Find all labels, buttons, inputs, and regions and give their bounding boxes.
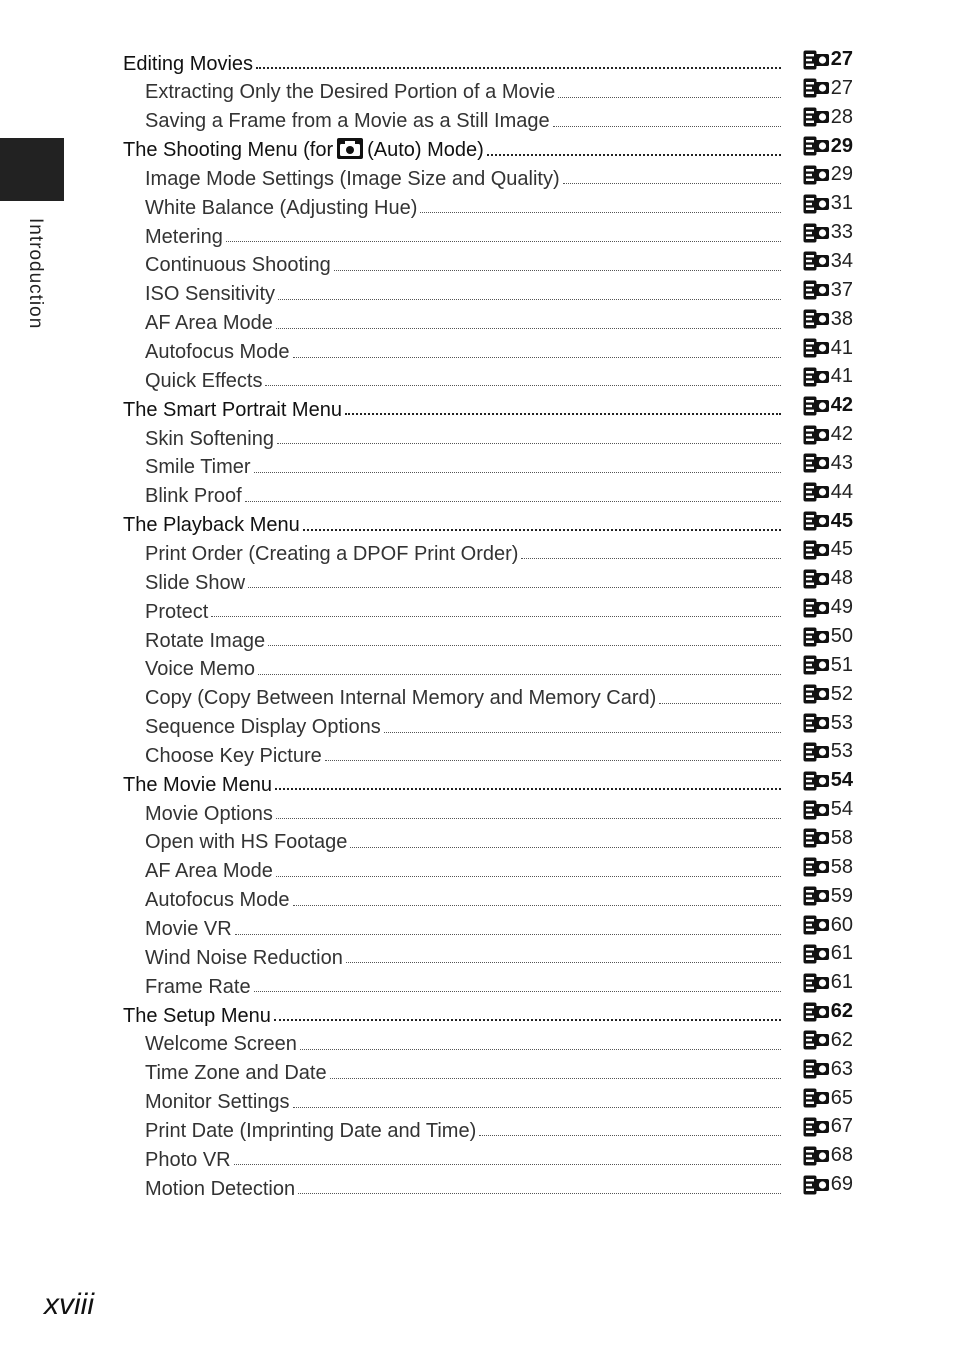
toc-subsection-entry[interactable] bbox=[0, 538, 954, 567]
toc-page-number: 62 bbox=[830, 1000, 853, 1023]
toc-page-number: 42 bbox=[830, 394, 853, 417]
dot-leader bbox=[479, 1131, 781, 1136]
toc-page-number: 54 bbox=[830, 798, 853, 821]
toc-entry-label: Photo VR bbox=[145, 1148, 231, 1171]
toc-page-number: 27 bbox=[830, 76, 853, 99]
dot-leader bbox=[245, 497, 781, 502]
toc-subsection-entry[interactable] bbox=[0, 942, 954, 971]
toc-entry-label: Print Order (Creating a DPOF Print Order) bbox=[145, 542, 519, 565]
dot-leader bbox=[211, 612, 781, 617]
reference-section-icon bbox=[803, 857, 829, 877]
toc-page-number: 38 bbox=[830, 307, 853, 330]
dot-leader bbox=[274, 1015, 781, 1021]
dot-leader bbox=[275, 784, 781, 790]
toc-page-reference bbox=[789, 567, 954, 590]
dot-leader bbox=[293, 1103, 781, 1108]
toc-subsection-entry[interactable] bbox=[0, 683, 954, 712]
toc-entry-label: Movie VR bbox=[145, 918, 232, 940]
toc-subsection-entry[interactable] bbox=[0, 1173, 954, 1202]
toc-page-number: 59 bbox=[830, 884, 853, 907]
toc-page-reference bbox=[789, 250, 954, 273]
toc-page-reference bbox=[789, 77, 954, 100]
toc-page-number: 58 bbox=[830, 826, 853, 849]
toc-subsection-entry[interactable] bbox=[0, 1144, 954, 1173]
toc-subsection-entry[interactable] bbox=[0, 567, 954, 596]
toc-entry-label: Quick Effects bbox=[145, 369, 263, 392]
toc-entry-label: Monitor Settings bbox=[145, 1091, 290, 1114]
toc-page-reference bbox=[789, 510, 954, 533]
toc-page-number: 63 bbox=[830, 1057, 853, 1080]
toc-page-number: 67 bbox=[830, 1115, 853, 1138]
toc-subsection-entry[interactable] bbox=[0, 740, 954, 769]
toc-entry-label: Extracting Only the Desired Portion of a Movie bbox=[145, 81, 556, 104]
dot-leader bbox=[276, 814, 781, 819]
reference-section-icon bbox=[803, 309, 829, 329]
reference-section-icon bbox=[803, 165, 829, 185]
camera-icon bbox=[337, 138, 363, 159]
toc-page-reference bbox=[789, 1029, 954, 1052]
toc-page-number: 61 bbox=[830, 971, 853, 994]
toc-page-reference bbox=[789, 48, 954, 71]
toc-subsection-entry[interactable] bbox=[0, 914, 954, 943]
toc-entry-label: Editing Movies bbox=[123, 52, 254, 75]
toc-subsection-entry[interactable] bbox=[0, 337, 954, 366]
toc-page-reference bbox=[789, 365, 954, 388]
toc-subsection-entry[interactable] bbox=[0, 77, 954, 106]
dot-leader bbox=[254, 987, 781, 992]
toc-section-entry[interactable] bbox=[0, 769, 954, 798]
dot-leader bbox=[226, 237, 781, 242]
toc-entry-label: Welcome Screen bbox=[145, 1033, 297, 1056]
toc-entry-label-part: (Auto) Mode) bbox=[367, 139, 484, 162]
toc-page-reference bbox=[789, 394, 954, 417]
reference-section-icon bbox=[803, 800, 829, 820]
toc-page-reference bbox=[789, 337, 954, 360]
toc-page-reference bbox=[789, 740, 954, 763]
toc-page-number: 37 bbox=[830, 278, 853, 301]
toc-page-reference bbox=[789, 308, 954, 331]
toc-page-reference bbox=[789, 971, 954, 994]
toc-page-number: 62 bbox=[830, 1028, 853, 1051]
toc-entry-label: Sequence Display Options bbox=[145, 716, 381, 739]
toc-subsection-entry[interactable] bbox=[0, 365, 954, 394]
toc-page-number: 54 bbox=[830, 769, 853, 792]
toc-subsection-entry[interactable] bbox=[0, 625, 954, 654]
toc-page-reference bbox=[789, 827, 954, 850]
toc-subsection-entry[interactable] bbox=[0, 1058, 954, 1087]
toc-subsection-entry[interactable] bbox=[0, 221, 954, 250]
toc-page-number: 61 bbox=[830, 942, 853, 965]
reference-section-icon bbox=[803, 1175, 829, 1195]
toc-subsection-entry[interactable] bbox=[0, 798, 954, 827]
toc-entry-label: Print Date (Imprinting Date and Time) bbox=[145, 1119, 477, 1142]
dot-leader bbox=[521, 554, 781, 559]
dot-leader bbox=[265, 381, 781, 386]
toc-page-number: 69 bbox=[830, 1173, 853, 1196]
toc-entry-label: AF Area Mode bbox=[145, 312, 273, 335]
toc-page-number: 42 bbox=[830, 423, 853, 446]
toc-page-number: 29 bbox=[830, 134, 853, 157]
reference-section-icon bbox=[803, 684, 829, 704]
dot-leader bbox=[563, 179, 781, 184]
toc-page-number: 45 bbox=[830, 538, 853, 561]
toc-entry-label: Open with HS Footage bbox=[145, 831, 348, 854]
toc-section-entry[interactable] bbox=[0, 135, 954, 164]
toc-page-number: 28 bbox=[830, 105, 853, 128]
toc-entry-label: Saving a Frame from a Movie as a Still Image bbox=[145, 110, 550, 133]
toc-entry-label: The Smart Portrait Menu bbox=[123, 398, 342, 421]
toc-entry-label: Blink Proof bbox=[145, 485, 242, 508]
toc-subsection-entry[interactable] bbox=[0, 452, 954, 481]
toc-entry-label-part: The Shooting Menu (for bbox=[123, 139, 334, 162]
reference-section-icon bbox=[803, 973, 829, 993]
toc-entry-label: The Movie Menu bbox=[123, 773, 272, 796]
toc-subsection-entry[interactable] bbox=[0, 423, 954, 452]
dot-leader bbox=[659, 699, 781, 704]
reference-section-icon bbox=[803, 78, 829, 98]
dot-leader bbox=[234, 1160, 781, 1165]
reference-section-icon bbox=[803, 1002, 829, 1022]
toc-page-reference bbox=[789, 885, 954, 908]
toc-page-number: 45 bbox=[830, 509, 853, 532]
toc-entry-label bbox=[0, 138, 484, 162]
toc-page-number: 27 bbox=[830, 48, 853, 70]
reference-section-icon bbox=[803, 1117, 829, 1137]
reference-section-icon bbox=[803, 540, 829, 560]
dot-leader bbox=[325, 756, 781, 761]
toc-page-reference bbox=[789, 769, 954, 792]
dot-leader bbox=[258, 670, 781, 675]
reference-section-icon bbox=[803, 1146, 829, 1166]
toc-page-reference bbox=[789, 1144, 954, 1167]
toc-section-entry[interactable] bbox=[0, 394, 954, 423]
toc-page-number: 33 bbox=[830, 221, 853, 244]
dot-leader bbox=[558, 93, 781, 98]
toc-subsection-entry[interactable] bbox=[0, 106, 954, 135]
toc-entry-label: Voice Memo bbox=[145, 658, 256, 681]
toc-page-reference bbox=[789, 625, 954, 648]
toc-page-reference bbox=[789, 538, 954, 561]
reference-section-icon bbox=[803, 944, 829, 964]
toc-subsection-entry[interactable] bbox=[0, 712, 954, 741]
toc-page-number: 49 bbox=[830, 596, 853, 619]
toc-page-reference bbox=[789, 654, 954, 677]
toc-subsection-entry[interactable] bbox=[0, 654, 954, 683]
dot-leader bbox=[293, 353, 781, 358]
toc-subsection-entry[interactable] bbox=[0, 971, 954, 1000]
dot-leader bbox=[254, 468, 781, 473]
toc-entry-label: Copy (Copy Between Internal Memory and Memory Card) bbox=[145, 687, 657, 710]
toc-page-reference bbox=[789, 135, 954, 158]
dot-leader bbox=[276, 872, 781, 877]
dot-leader bbox=[300, 1045, 781, 1050]
reference-section-icon bbox=[803, 915, 829, 935]
reference-section-icon bbox=[803, 886, 829, 906]
section-label: Introduction bbox=[25, 218, 46, 330]
toc-entry-label: Continuous Shooting bbox=[145, 254, 331, 277]
reference-section-icon bbox=[803, 627, 829, 647]
reference-section-icon bbox=[803, 251, 829, 271]
reference-section-icon bbox=[803, 511, 829, 531]
toc-subsection-entry[interactable] bbox=[0, 827, 954, 856]
dot-leader bbox=[334, 266, 781, 271]
reference-section-icon bbox=[803, 425, 829, 445]
reference-section-icon bbox=[803, 338, 829, 358]
toc-entry-label: Movie Options bbox=[145, 802, 273, 825]
toc-page-reference bbox=[789, 279, 954, 302]
toc-subsection-entry[interactable] bbox=[0, 1087, 954, 1116]
reference-section-icon bbox=[803, 598, 829, 618]
dot-leader bbox=[420, 208, 781, 213]
toc-entry-label: The Playback Menu bbox=[123, 514, 300, 537]
toc-page-number: 60 bbox=[830, 913, 853, 936]
toc-entry-label: Protect bbox=[145, 600, 209, 623]
reference-section-icon bbox=[803, 223, 829, 243]
reference-section-icon bbox=[803, 742, 829, 762]
reference-section-icon bbox=[803, 771, 829, 791]
dot-leader bbox=[293, 901, 781, 906]
toc-page-number: 65 bbox=[830, 1086, 853, 1109]
dot-leader bbox=[256, 63, 781, 69]
reference-section-icon bbox=[803, 136, 829, 156]
toc-page-number: 31 bbox=[830, 192, 853, 215]
toc-page-reference bbox=[789, 163, 954, 186]
toc-section-entry[interactable] bbox=[0, 1000, 954, 1029]
reference-section-icon bbox=[803, 713, 829, 733]
toc-subsection-entry[interactable] bbox=[0, 192, 954, 221]
toc-subsection-entry[interactable] bbox=[0, 163, 954, 192]
dot-leader bbox=[384, 728, 781, 733]
reference-section-icon bbox=[803, 1059, 829, 1079]
dot-leader bbox=[487, 150, 781, 156]
toc-entry-label: Metering bbox=[145, 225, 223, 248]
toc-subsection-entry[interactable] bbox=[0, 1115, 954, 1144]
toc-subsection-entry[interactable] bbox=[0, 250, 954, 279]
dot-leader bbox=[553, 122, 781, 127]
reference-section-icon bbox=[803, 107, 829, 127]
reference-section-icon bbox=[803, 828, 829, 848]
toc-subsection-entry[interactable] bbox=[0, 885, 954, 914]
toc-entry-label: Rotate Image bbox=[145, 629, 266, 652]
toc-entry-label: Choose Key Picture bbox=[145, 744, 322, 767]
reference-section-icon bbox=[803, 50, 829, 70]
toc-page-reference bbox=[789, 1115, 954, 1138]
reference-section-icon bbox=[803, 655, 829, 675]
dot-leader bbox=[346, 958, 781, 963]
toc-entry-label: Frame Rate bbox=[145, 975, 251, 998]
dot-leader bbox=[303, 525, 781, 531]
toc-page-number: 58 bbox=[830, 855, 853, 878]
toc-entry-label: Autofocus Mode bbox=[145, 341, 290, 363]
toc-page-number: 48 bbox=[830, 567, 853, 590]
toc-page-number: 44 bbox=[830, 480, 853, 503]
toc-entry-label: The Setup Menu bbox=[123, 1004, 271, 1027]
toc-entry-label: Autofocus Mode bbox=[145, 889, 290, 912]
toc-entry-label: Slide Show bbox=[145, 571, 246, 594]
reference-section-icon bbox=[803, 194, 829, 214]
toc-page-number: 34 bbox=[830, 249, 853, 272]
toc-page-number: 68 bbox=[830, 1144, 853, 1167]
toc-page-number: 51 bbox=[830, 653, 853, 676]
dot-leader bbox=[248, 583, 781, 588]
toc-page-reference bbox=[789, 1000, 954, 1023]
toc-section-entry[interactable] bbox=[0, 510, 954, 539]
reference-section-icon bbox=[803, 280, 829, 300]
toc-subsection-entry[interactable] bbox=[0, 1029, 954, 1058]
toc-page-reference bbox=[789, 1087, 954, 1110]
toc-page-reference bbox=[789, 856, 954, 879]
toc-page-reference bbox=[789, 942, 954, 965]
toc-subsection-entry[interactable] bbox=[0, 308, 954, 337]
toc-page-reference bbox=[789, 712, 954, 735]
toc-page-reference bbox=[789, 914, 954, 937]
toc-page-reference bbox=[789, 106, 954, 129]
toc-page-reference bbox=[789, 452, 954, 475]
dot-leader bbox=[330, 1074, 781, 1079]
page-number: xviii bbox=[44, 1288, 94, 1321]
toc-page-number: 41 bbox=[830, 336, 853, 359]
dot-leader bbox=[278, 295, 781, 300]
reference-section-icon bbox=[803, 482, 829, 502]
toc-page-reference bbox=[789, 1058, 954, 1081]
reference-section-icon bbox=[803, 569, 829, 589]
toc-page-reference bbox=[789, 683, 954, 706]
toc-page-reference bbox=[789, 481, 954, 504]
toc-page-reference bbox=[789, 192, 954, 215]
dot-leader bbox=[277, 439, 781, 444]
dot-leader bbox=[235, 930, 781, 935]
toc-page-reference bbox=[789, 1173, 954, 1196]
reference-section-icon bbox=[803, 396, 829, 416]
toc-page-reference bbox=[789, 798, 954, 821]
toc-subsection-entry[interactable] bbox=[0, 481, 954, 510]
toc-subsection-entry[interactable] bbox=[0, 596, 954, 625]
toc-entry-label: Motion Detection bbox=[145, 1177, 296, 1200]
toc-page-reference bbox=[789, 221, 954, 244]
toc-page-number: 53 bbox=[830, 711, 853, 734]
toc-page-number: 29 bbox=[830, 163, 853, 186]
reference-section-icon bbox=[803, 453, 829, 473]
toc-entry-label: Image Mode Settings (Image Size and Quality) bbox=[145, 167, 560, 190]
toc-subsection-entry[interactable] bbox=[0, 856, 954, 885]
toc-page-number: 52 bbox=[830, 682, 853, 705]
toc-entry-label: Smile Timer bbox=[145, 456, 251, 479]
toc-page-number: 53 bbox=[830, 740, 853, 763]
dot-leader bbox=[276, 324, 781, 329]
dot-leader bbox=[345, 409, 781, 415]
toc-page-number: 41 bbox=[830, 365, 853, 388]
toc-page-number: 43 bbox=[830, 451, 853, 474]
toc-entry-label: Skin Softening bbox=[145, 427, 274, 450]
toc-subsection-entry[interactable] bbox=[0, 279, 954, 308]
toc-page-reference bbox=[789, 596, 954, 619]
reference-section-icon bbox=[803, 1030, 829, 1050]
toc-entry-label: White Balance (Adjusting Hue) bbox=[145, 196, 418, 219]
toc-entry-label: Time Zone and Date bbox=[145, 1062, 327, 1085]
dot-leader bbox=[350, 843, 781, 848]
reference-section-icon bbox=[803, 1088, 829, 1108]
reference-section-icon bbox=[803, 367, 829, 387]
toc-entry-label: ISO Sensitivity bbox=[145, 283, 276, 306]
toc-entry-label: Wind Noise Reduction bbox=[145, 946, 343, 969]
dot-leader bbox=[298, 1189, 781, 1194]
dot-leader bbox=[268, 641, 781, 646]
toc-entry-label: AF Area Mode bbox=[145, 860, 273, 883]
toc-page-number: 50 bbox=[830, 625, 853, 647]
toc-page-reference bbox=[789, 423, 954, 446]
toc-section-entry[interactable] bbox=[0, 48, 954, 77]
